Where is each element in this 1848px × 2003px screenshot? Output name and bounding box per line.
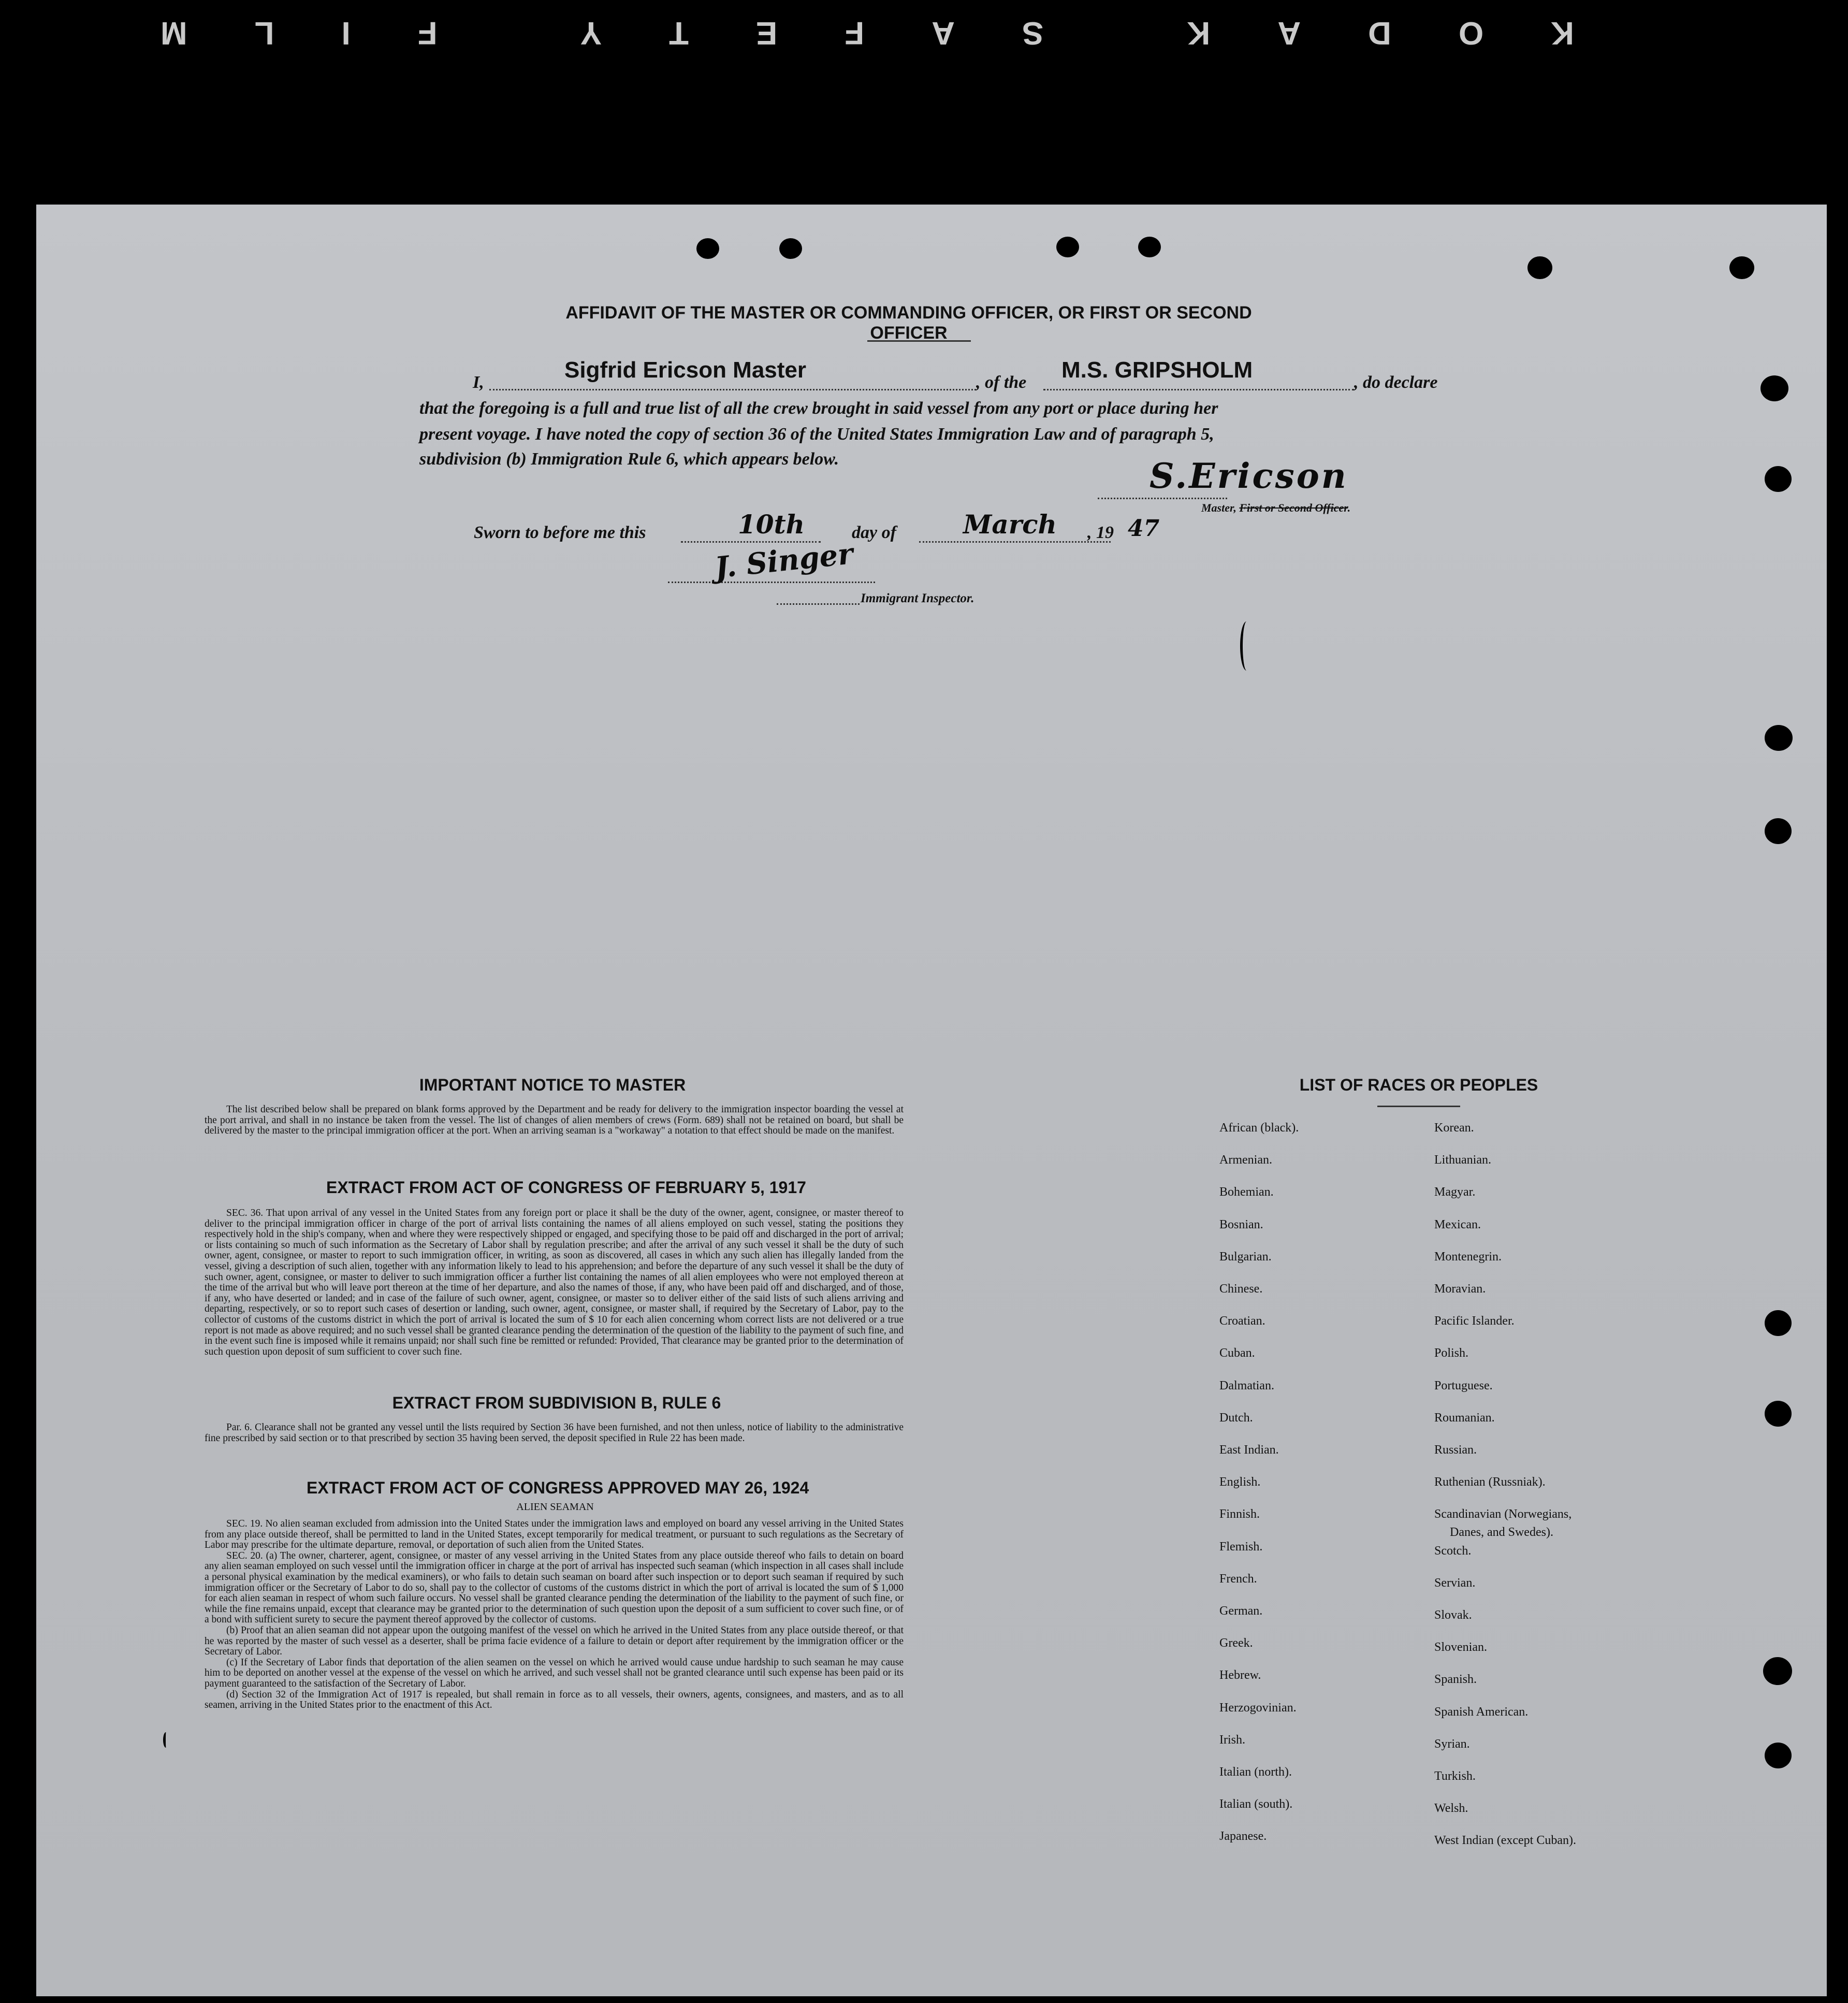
race-item: German. xyxy=(1219,1604,1263,1618)
pen-mark xyxy=(163,1732,169,1748)
race-item: Armenian. xyxy=(1219,1153,1272,1167)
day-value: 10th xyxy=(738,509,805,540)
punch-hole xyxy=(1729,256,1754,279)
affidavit-prefix: I, xyxy=(473,373,484,392)
race-item: West Indian (except Cuban). xyxy=(1434,1834,1576,1848)
race-item: Flemish. xyxy=(1219,1540,1263,1554)
race-item: Cuban. xyxy=(1219,1346,1255,1360)
inspector-dotted-line xyxy=(668,582,875,583)
of-the-label: , of the xyxy=(976,373,1027,392)
race-item: Scotch. xyxy=(1434,1544,1472,1558)
race-item: Russian. xyxy=(1434,1443,1477,1457)
notice-text xyxy=(205,1105,904,1137)
filmstrip-label: KODAK SAFETY FILM xyxy=(93,15,1574,51)
punch-hole xyxy=(1760,375,1788,401)
race-item: Bulgarian. xyxy=(1219,1250,1272,1264)
punch-hole xyxy=(1765,818,1792,844)
affidavit-line-3: present voyage. I have noted the copy of section 36 of the United States Immigration Law and of paragraph 5, xyxy=(419,425,1214,444)
race-item: Chinese. xyxy=(1219,1282,1263,1296)
name-dotted-line xyxy=(489,389,976,390)
race-item: Slovenian. xyxy=(1434,1641,1487,1654)
race-item: Korean. xyxy=(1434,1121,1474,1135)
race-item: Spanish American. xyxy=(1434,1705,1529,1719)
extract-rule6-title: EXTRACT FROM SUBDIVISION B, RULE 6 xyxy=(392,1394,721,1412)
race-item: Polish. xyxy=(1434,1346,1469,1360)
race-item: English. xyxy=(1219,1475,1261,1489)
master-signature: S.Ericson xyxy=(1149,456,1348,496)
race-item: African (black). xyxy=(1219,1121,1299,1135)
race-item: Bohemian. xyxy=(1219,1185,1274,1199)
race-item: Mexican. xyxy=(1434,1217,1481,1231)
race-item: Italian (south). xyxy=(1219,1797,1293,1811)
title-rule xyxy=(867,340,971,342)
sec-20a-paragraph: SEC. 20. (a) The owner, charterer, agent, consignee, or master of any vessel arriving in the United States from any place outside thereof who fails to detain on board any alien seaman employed on such vessel until the immigration officer in charge at the port of arrival has inspected such seaman (which inspection in all cases shall include a personal physical examination by the medical examiners), or who fails to detain such seaman on board after such inspection or to deport such seaman if required by such immigration officer or the Secretary of Labor to do so, shall pay to the collector of customs of the customs district in which the port of arrival is located the sum of $ 1,000 for each alien seaman in respect of whom such failure occurs. No vessel shall be granted clearance pending the determination of the liability to the payment of such fine, or while the fine remains unpaid, except that clearance may be granted prior to the determination of such question upon the deposit of a sum sufficient to cover such fine, or of a bond with sufficient surety to secure the payment thereof approved by the collector of customs. xyxy=(205,1550,904,1625)
sec-20b-paragraph: (b) Proof that an alien seaman did not appear upon the outgoing manifest of the vessel on which he arrived in the United States from any place outside thereof, or that he was reported by the master of such vessel as a deserter, shall be prima facie evidence of a failure to detain or deport after requirement by the immigration officer or the Secretary of Labor. xyxy=(205,1624,904,1658)
pen-mark xyxy=(1240,621,1253,671)
race-item: Danes, and Swedes). xyxy=(1450,1526,1553,1540)
sworn-label: Sworn to before me this xyxy=(474,523,646,542)
race-item: Servian. xyxy=(1434,1576,1476,1590)
vessel-dotted-line xyxy=(1043,389,1354,390)
race-item: Dalmatian. xyxy=(1219,1378,1274,1392)
month-value: March xyxy=(963,509,1057,540)
race-item: Magyar. xyxy=(1434,1185,1476,1199)
extract-rule6-paragraph: Par. 6. Clearance shall not be granted any vessel until the lists required by Section 36 have been furnished, and not then unless, notice of liability to the administrative fine prescribed by said section or to that prescribed by section 35 having been served, the deposit specified in Rule 22 has been made. xyxy=(205,1422,904,1444)
extract-1924-subtitle: ALIEN SEAMAN xyxy=(516,1501,594,1513)
notice-paragraph: The list described below shall be prepared on blank forms approved by the Department and be ready for delivery to the immigration inspector boarding the vessel at the port arrival, and shall in no instance be taken from the vessel. The list of changes of alien members of crews (Form. 689) shall not be retained on board, but shall be delivered by the master to the principal immigration officer at the port. When an arriving seaman is a "workaway" a notation to that effect should be made on the manifest. xyxy=(205,1104,904,1137)
officer-name: Sigfrid Ericson Master xyxy=(564,357,807,383)
punch-hole xyxy=(1763,1657,1792,1685)
punch-hole xyxy=(1765,466,1792,492)
inspector-signature: J. Singer xyxy=(713,536,855,585)
signature-dotted-line xyxy=(1098,498,1227,499)
race-item: Portuguese. xyxy=(1434,1378,1493,1392)
punch-hole xyxy=(1527,256,1552,279)
race-item: Slovak. xyxy=(1434,1608,1472,1622)
document-page xyxy=(36,205,1827,1996)
master-caption-end: . xyxy=(1347,501,1351,514)
race-item: Italian (north). xyxy=(1219,1765,1292,1779)
race-item: Irish. xyxy=(1219,1733,1245,1747)
race-item: East Indian. xyxy=(1219,1443,1279,1457)
race-item: Scandinavian (Norwegians, xyxy=(1434,1507,1572,1521)
race-item: Lithuanian. xyxy=(1434,1153,1491,1167)
race-item: Pacific Islander. xyxy=(1434,1314,1515,1328)
filmstrip-border xyxy=(0,0,1848,207)
extract-1924-title: EXTRACT FROM ACT OF CONGRESS APPROVED MAY 26, 1924 xyxy=(307,1478,809,1497)
affidavit-line-4: subdivision (b) Immigration Rule 6, which appears below. xyxy=(419,449,839,469)
race-item: Hebrew. xyxy=(1219,1668,1261,1682)
race-item: Dutch. xyxy=(1219,1411,1253,1425)
punch-hole xyxy=(1765,1310,1792,1336)
race-item: Ruthenian (Russniak). xyxy=(1434,1475,1546,1489)
affidavit-line-2: that the foregoing is a full and true list of all the crew brought in said vessel from any port or place during her xyxy=(419,399,1218,418)
race-item: Moravian. xyxy=(1434,1282,1486,1296)
sec-20c-paragraph: (c) If the Secretary of Labor finds that deportation of the alien seamen on the vessel on which he arrived would cause undue hardship to such seaman he may cause him to be deported on another vessel at the expense of the vessel on which he arrived, and such vessel shall not be granted clearance until such expense has been paid or its payment guaranteed to the satisfaction of the Secretary of Labor. xyxy=(205,1657,904,1689)
race-item: Finnish. xyxy=(1219,1507,1260,1521)
punch-hole xyxy=(1138,237,1161,257)
year-prefix: , 19 xyxy=(1087,523,1114,542)
race-item: Roumanian. xyxy=(1434,1411,1495,1425)
punch-hole xyxy=(1765,1743,1792,1768)
punch-hole xyxy=(1056,237,1079,257)
notice-title: IMPORTANT NOTICE TO MASTER xyxy=(419,1076,686,1094)
inspector-label: Immigrant Inspector. xyxy=(861,591,974,605)
race-item: Japanese. xyxy=(1219,1830,1267,1844)
vessel-name: M.S. GRIPSHOLM xyxy=(1061,357,1253,383)
race-item: Greek. xyxy=(1219,1636,1253,1650)
race-item: Welsh. xyxy=(1434,1802,1468,1816)
affidavit-title: AFFIDAVIT OF THE MASTER OR COMMANDING OFFICER, OR FIRST OR SECOND OFFICER xyxy=(565,303,1252,343)
struck-officer-label: First or Second Officer xyxy=(1239,501,1348,514)
extract-1924-text xyxy=(205,1519,904,1711)
punch-hole xyxy=(1765,725,1793,751)
inspector-label-dotted-line xyxy=(777,603,860,605)
race-item: Montenegrin. xyxy=(1434,1250,1502,1264)
extract-1917-text xyxy=(205,1208,904,1357)
master-caption xyxy=(1201,501,1350,515)
sec-19-paragraph: SEC. 19. No alien seaman excluded from admission into the United States under the immigration laws and employed on board any vessel arriving in the United States from any place outside thereof, shall be permitted to land in the United States, except temporarily for medical treatment, or pursuant to such regulations as the Secretary of Labor may prescribe for the ultimate departure, removal, or deportation of such alien from the United States. xyxy=(205,1518,904,1551)
races-title-rule xyxy=(1377,1106,1460,1107)
day-of-label: day of xyxy=(852,523,896,542)
race-item: Bosnian. xyxy=(1219,1217,1263,1231)
races-title: LIST OF RACES OR PEOPLES xyxy=(1299,1076,1538,1094)
race-item: Turkish. xyxy=(1434,1769,1476,1783)
master-label: Master, xyxy=(1201,501,1236,514)
race-item: French. xyxy=(1219,1572,1257,1586)
extract-rule6-text xyxy=(205,1423,904,1444)
race-item: Croatian. xyxy=(1219,1314,1265,1328)
month-dotted-line xyxy=(919,541,1111,543)
sec-20d-paragraph: (d) Section 32 of the Immigration Act of 1917 is repealed, but shall remain in force as to all vessels, their owners, agents, consignees, and masters, and as to all seamen, arriving in the United States prior to the enactment of this Act. xyxy=(205,1689,904,1711)
race-item: Syrian. xyxy=(1434,1737,1470,1751)
punch-hole xyxy=(696,238,719,259)
punch-hole xyxy=(1765,1401,1792,1427)
year-value: 47 xyxy=(1128,515,1160,542)
race-item: Herzogovinian. xyxy=(1219,1701,1297,1715)
race-item: Spanish. xyxy=(1434,1673,1477,1687)
punch-hole xyxy=(779,238,802,259)
extract-1917-title: EXTRACT FROM ACT OF CONGRESS OF FEBRUARY 5, 1917 xyxy=(326,1178,806,1197)
do-declare-label: , do declare xyxy=(1354,373,1438,392)
extract-1917-paragraph: SEC. 36. That upon arrival of any vessel in the United States from any foreign port or place it shall be the duty of the owner, agent, consignee, or master thereof to deliver to the principal immigration officer in charge of the port of arrival lists containing the names of all aliens employed on such vessel, stating the positions they respectively hold in the ship's company, when and where they were respectively shipped or engaged, and specifying those to be paid off and discharged in the port of arrival; or lists containing so much of such information as the Secretary of Labor shall by regulation prescribe; and after the arrival of any such vessel it shall be the duty of such owner, agent, consignee, or master to report to such immigration officer, in writing, as soon as discovered, all cases in which any such alien has illegally landed from the vessel, giving a description of such alien, together with any information likely to lead to his apprehension; and before the departure of any such vessel it shall be the duty of such owner, agent, consignee, or master to deliver to such immigration officer a further list containing the names of all alien employees who were not employed thereon at the time of the arrival but who will leave port thereon at the time of her departure, and also the names of those, if any, who have been paid off and discharged, and of those, if any, who have deserted or landed; and in case of the failure of such owner, agent, consignee, or master so to deliver either of the said lists of such aliens arriving and departing, respectively, or so to report such cases of desertion or landing, such owner, agent, consignee, or master shall, if required by the Secretary of Labor, pay to the collector of customs of the customs district in which the port of arrival is located the sum of $ 10 for each alien concerning whom correct lists are not delivered or a true report is not made as above required; and no such vessel shall be granted clearance pending the determination of the question of the liability to the payment of such fine, and in the event such fine is imposed while it remains unpaid; nor shall such fine be remitted or refunded: Provided, That clearance may be granted prior to the determination of such question upon deposit of sum sufficient to cover such fine. xyxy=(205,1208,904,1357)
